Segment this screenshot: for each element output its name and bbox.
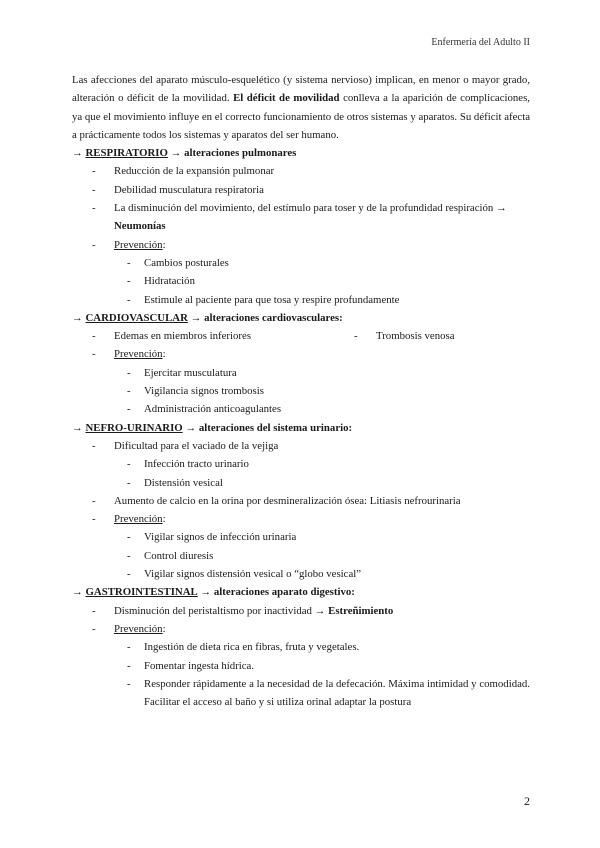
arrow-icon: →	[72, 586, 83, 599]
list-item: - Ingestión de dieta rica en fibras, fruta y vegetales.	[72, 638, 530, 656]
list-item: - Distensión vesical	[72, 474, 530, 492]
list-item: - Disminución del peristaltismo por inactividad → Estreñimiento	[72, 602, 530, 620]
list-item: - Vigilar signos distensión vesical o “globo vesical”	[72, 565, 530, 583]
list-item: - La disminución del movimiento, del estímulo para toser y de la profundidad respiración → Neumonías	[72, 199, 530, 236]
list-item: - Dificultad para el vaciado de la vejiga	[72, 437, 530, 455]
arrow-icon: →	[72, 421, 83, 434]
prevention-label: - Prevención:	[72, 236, 530, 254]
list-item: - Estimule al paciente para que tosa y respire profundamente	[72, 291, 530, 309]
list-item: - Vigilancia signos trombosis	[72, 382, 530, 400]
arrow-icon: →	[496, 202, 507, 215]
arrow-icon: →	[185, 421, 197, 434]
list-item: - Aumento de calcio en la orina por desmineralización ósea: Litiasis nefrourinaria	[72, 492, 530, 510]
section-gastrointestinal-heading: → GASTROINTESTINAL → alteraciones aparato digestivo:	[72, 586, 355, 599]
list-item: - Ejercitar musculatura	[72, 364, 530, 382]
prevention-label: - Prevención:	[72, 620, 530, 638]
prevention-label: - Prevención:	[72, 345, 530, 363]
section-respiratorio-heading: → RESPIRATORIO → alteraciones pulmonares	[72, 147, 297, 160]
arrow-icon: →	[314, 604, 326, 617]
arrow-icon: →	[190, 311, 202, 324]
list-item: - Cambios posturales	[72, 254, 530, 272]
list-item: - Debilidad musculatura respiratoria	[72, 181, 530, 199]
prevention-label: - Prevención:	[72, 510, 530, 528]
list-item: - Edemas en miembros inferiores	[72, 327, 354, 345]
list-item: - Vigilar signos de infección urinaria	[72, 528, 530, 546]
list-item: - Trombosis venosa	[354, 327, 455, 345]
list-item: - Hidratación	[72, 272, 530, 290]
arrow-icon: →	[170, 147, 182, 160]
section-nefro-urinario-heading: → NEFRO-URINARIO → alteraciones del sistema urinario:	[72, 421, 353, 434]
two-column-row	[72, 327, 530, 345]
list-item: - Reducción de la expansión pulmonar	[72, 162, 530, 180]
document-body	[72, 71, 530, 711]
list-item: - Infección tracto urinario	[72, 455, 530, 473]
intro-paragraph: Las afecciones del aparato músculo-esquelético (y sistema nervioso) implican, en menor o mayor grado, alteración o déficit de la movilidad. El déficit de movilidad conlleva a la aparición de complicaciones, ya que el movimiento influye en el correcto funcionamiento de otros sistemas y aparatos. Su déficit afecta a prácticamente todos los sistemas y aparatos del ser humano.	[72, 74, 531, 141]
arrow-icon: →	[72, 311, 83, 324]
page-number: 2	[524, 794, 530, 808]
list-item: - Administración anticoagulantes	[72, 400, 530, 418]
list-item: - Responder rápidamente a la necesidad de la defecación. Máxima intimidad y comodidad. Facilitar el acceso al baño y si utiliza orinal adaptar la postura	[72, 675, 530, 712]
page-header: Enfermería del Adulto II	[431, 37, 530, 48]
arrow-icon: →	[72, 147, 83, 160]
section-cardiovascular-heading: → CARDIOVASCULAR → alteraciones cardiovasculares:	[72, 311, 343, 324]
arrow-icon: →	[200, 586, 212, 599]
list-item: - Control diuresis	[72, 547, 530, 565]
list-item: - Fomentar ingesta hídrica.	[72, 657, 530, 675]
